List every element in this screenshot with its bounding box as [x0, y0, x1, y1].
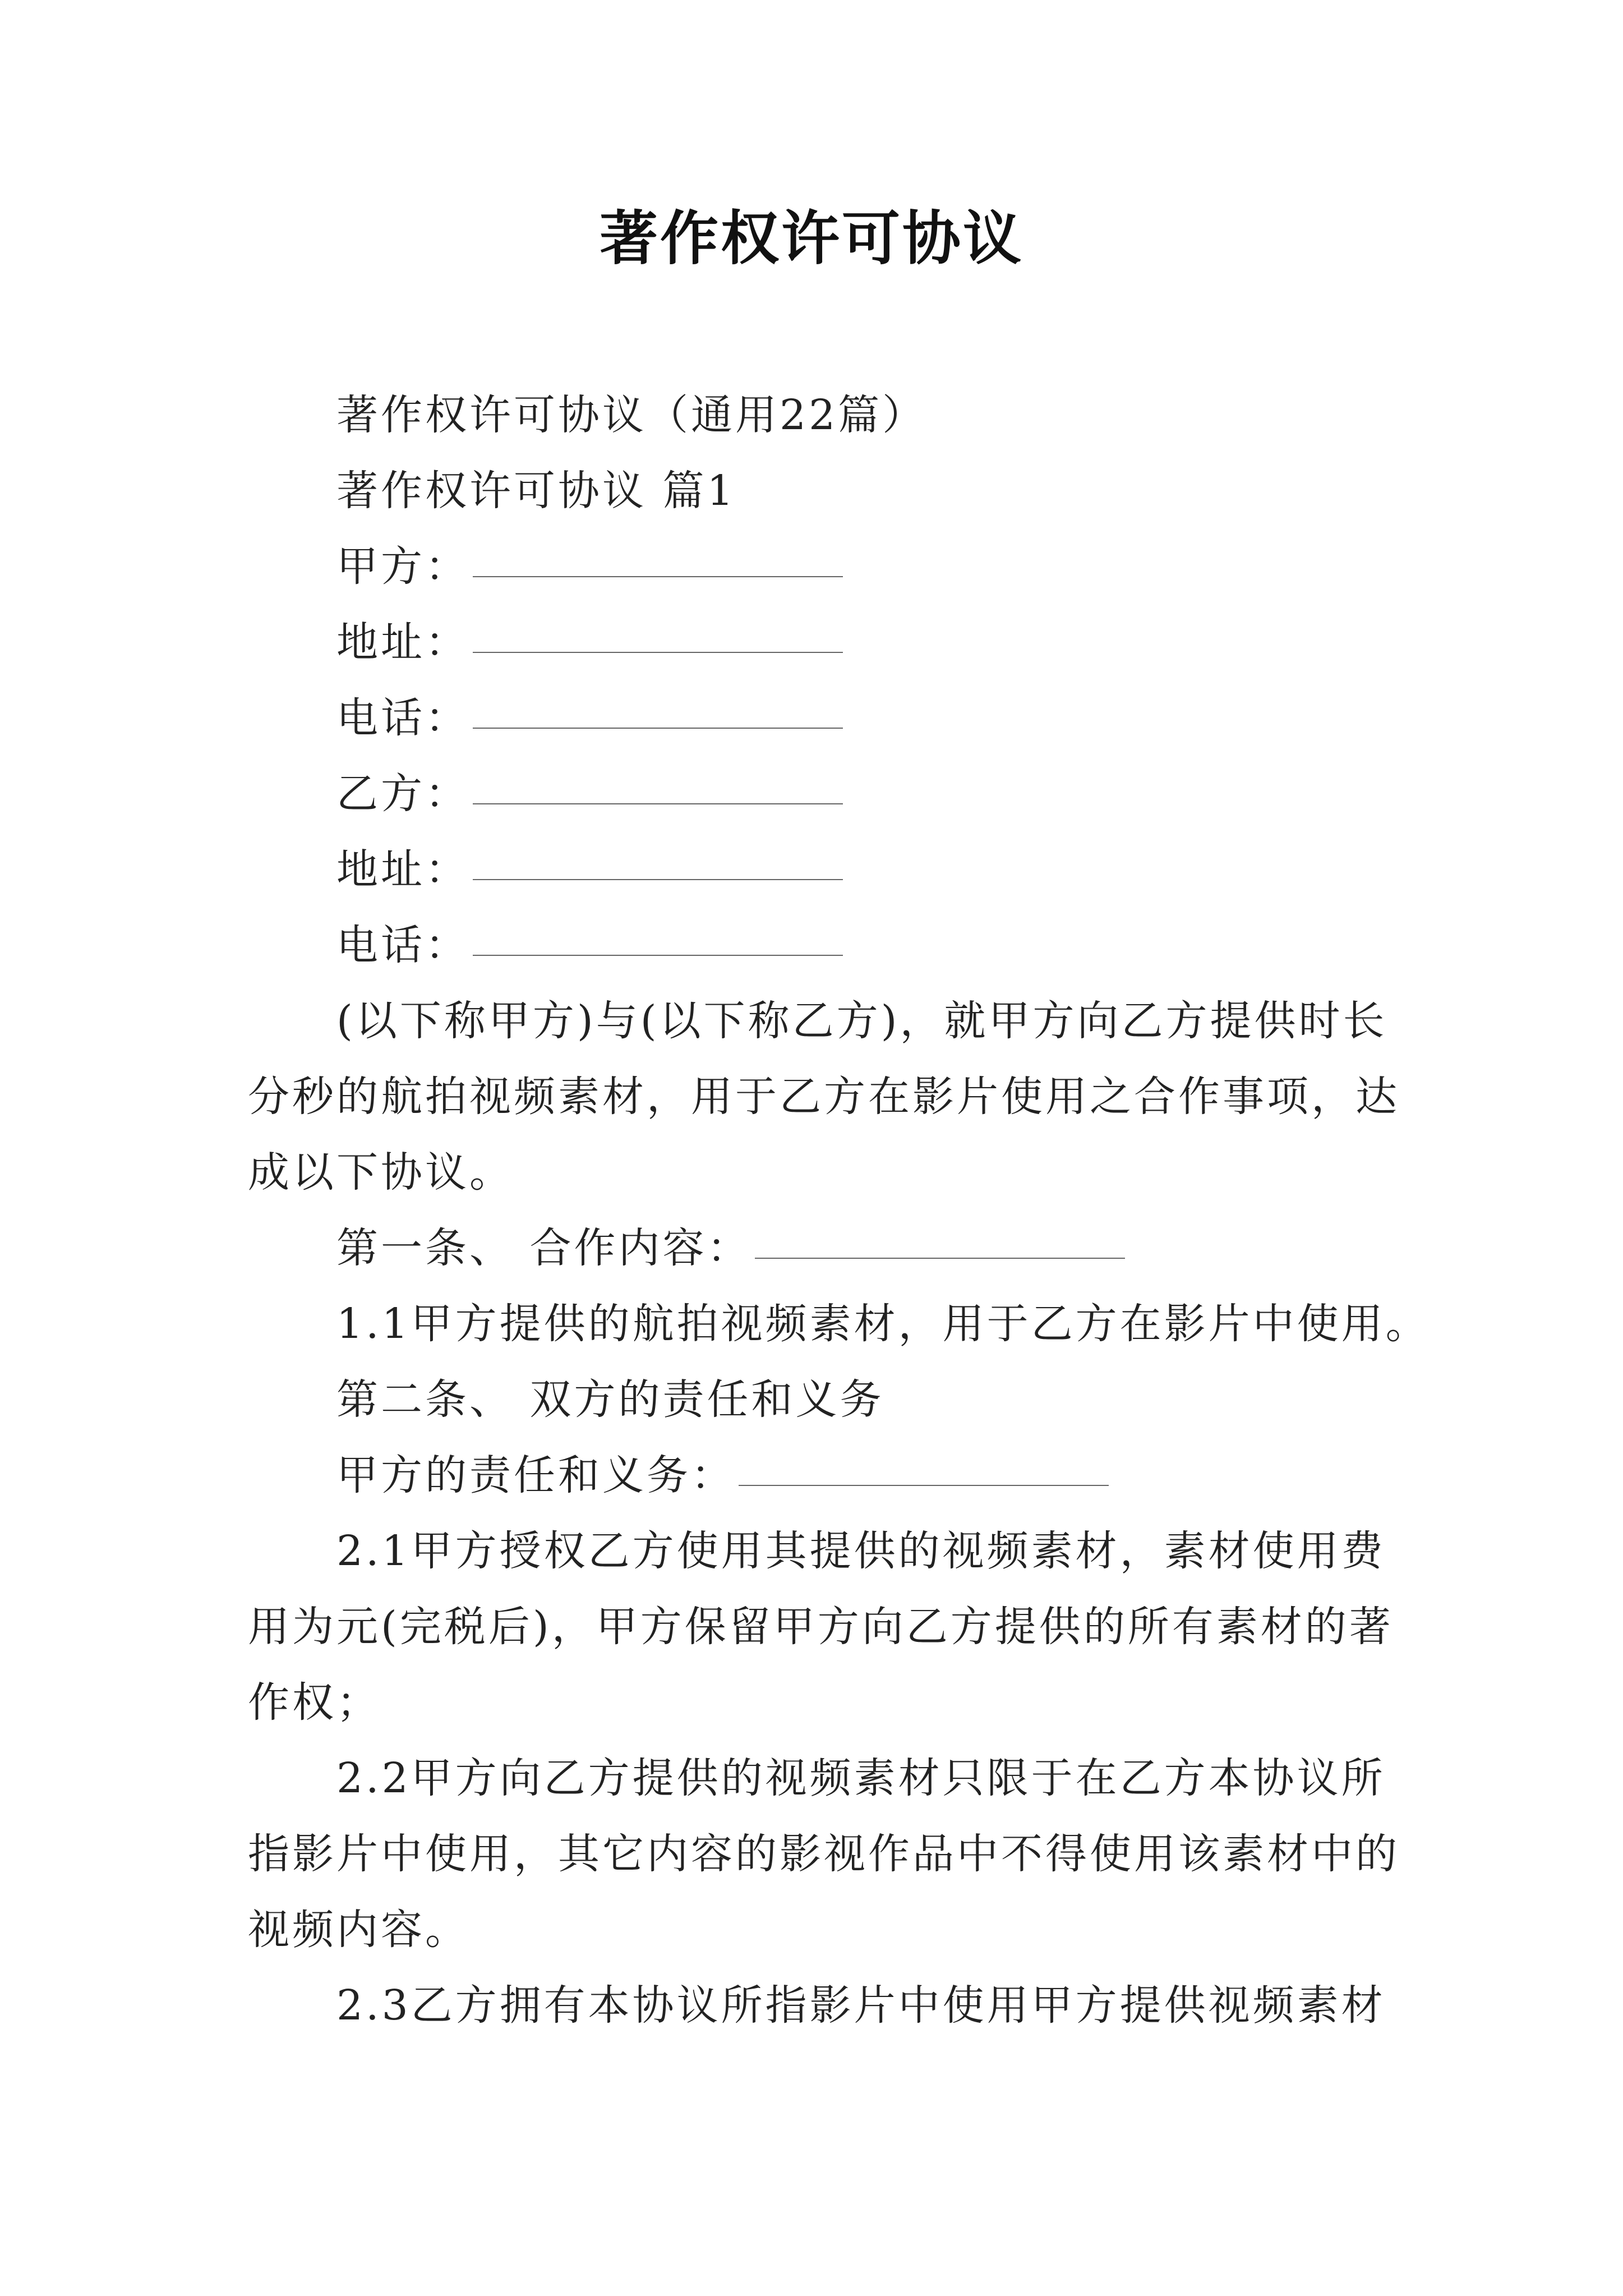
party-a-phone-label: 电话： [336, 694, 469, 742]
clause-2-2-line-3: 视频内容。 [248, 1906, 469, 1954]
party-b-address-field [336, 841, 843, 898]
clause-1-1: 1.1甲方提供的航拍视频素材，用于乙方在影片中使用。 [336, 1300, 1430, 1348]
article-1-blank [755, 1258, 1125, 1259]
party-a-phone-field [336, 690, 843, 746]
intro-paragraph-line-2: 分秒的航拍视频素材，用于乙方在影片使用之合作事项，达 [248, 1073, 1400, 1121]
party-a-duties-blank [739, 1485, 1109, 1486]
party-a-address-blank [473, 652, 843, 653]
party-b-address-blank [473, 879, 843, 880]
clause-2-1-line-3: 作权； [248, 1678, 381, 1727]
clause-2-1-line-1: 2.1甲方授权乙方使用其提供的视频素材，素材使用费 [336, 1527, 1386, 1575]
intro-paragraph-line-3: 成以下协议。 [248, 1148, 514, 1197]
clause-2-3-line-1: 2.3乙方拥有本协议所指影片中使用甲方提供视频素材 [336, 1981, 1386, 2030]
party-a-address-field [336, 614, 843, 670]
party-a-duties-label: 甲方的责任和义务： [336, 1451, 735, 1499]
article-1-label: 第一条、 合作内容： [336, 1224, 751, 1272]
party-b-field [336, 766, 843, 822]
clause-2-1-line-2: 用为元(完税后)，甲方保留甲方向乙方提供的所有素材的著 [248, 1603, 1394, 1651]
party-a-address-label: 地址： [336, 618, 469, 666]
party-a-phone-blank [473, 728, 843, 729]
party-b-phone-field [336, 917, 843, 973]
party-a-duties-field [336, 1447, 1109, 1503]
article-2-heading: 第二条、 双方的责任和义务 [336, 1375, 884, 1424]
intro-paragraph-line-1: (以下称甲方)与(以下称乙方)，就甲方向乙方提供时长 [336, 997, 1387, 1045]
party-b-address-label: 地址： [336, 845, 469, 894]
party-b-label: 乙方： [336, 770, 469, 818]
article-1-field [336, 1220, 1125, 1276]
party-b-phone-label: 电话： [336, 921, 469, 969]
clause-2-2-line-1: 2.2甲方向乙方提供的视频素材只限于在乙方本协议所 [336, 1754, 1386, 1802]
party-a-field [336, 539, 843, 595]
party-a-blank [473, 576, 843, 577]
document-subtitle: 著作权许可协议（通用22篇） [336, 391, 927, 439]
party-b-phone-blank [473, 955, 843, 956]
party-a-label: 甲方： [336, 542, 469, 591]
document-title: 著作权许可协议 [599, 204, 1023, 273]
section-heading: 著作权许可协议 篇1 [336, 467, 736, 515]
clause-2-2-line-2: 指影片中使用，其它内容的影视作品中不得使用该素材中的 [248, 1830, 1400, 1878]
party-b-blank [473, 803, 843, 804]
